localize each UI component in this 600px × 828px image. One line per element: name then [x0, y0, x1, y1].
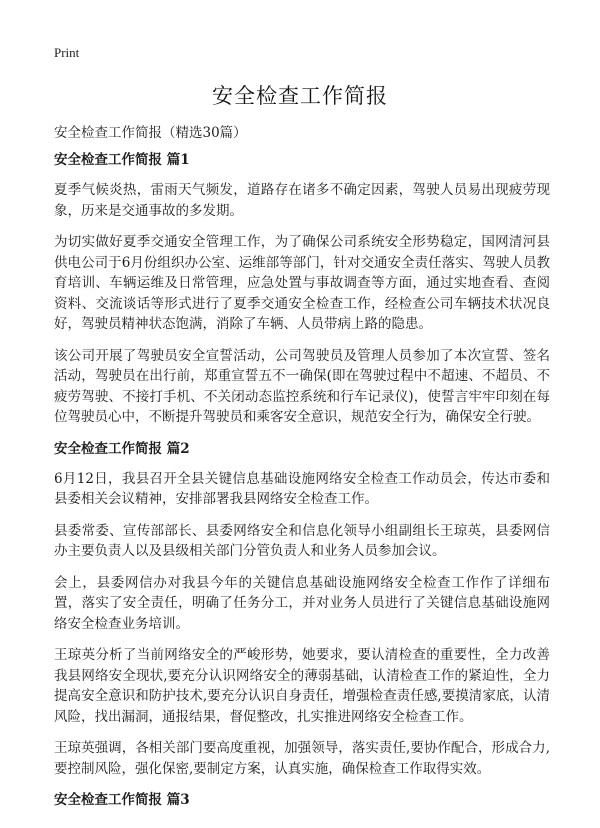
paragraph: 王琼英分析了当前网络安全的严峻形势，她要求，要认清检查的重要性，全力改善我县网络安全现状,要充分认识网络安全的薄弱基础，认清检查工作的紧迫性，全力提高安全意识和防护技术,要充分认识自身责任，增强检查责任感,要摸清家底，认清风险，找出漏洞，通报结果，督促整改，扎实推进网络安全检查工作。 [54, 647, 550, 725]
paragraph: 会上，县委网信办对我县今年的关键信息基础设施网络安全检查工作作了详细布置，落实了安全责任，明确了任务分工，并对业务人员进行了关键信息基础设施网络安全检查业务培训。 [54, 574, 550, 632]
print-link[interactable]: Print [54, 45, 80, 60]
paragraph: 王琼英强调，各相关部门要高度重视，加强领导，落实责任,要协作配合，形成合力,要控制风险，强化保密,要制定方案，认真实施，确保检查工作取得实效。 [54, 740, 550, 777]
paragraph: 为切实做好夏季交通安全管理工作，为了确保公司系统安全形势稳定，国网清河县供电公司于6月份组织办公室、运维部等部门，针对交通安全责任落实、驾驶人员教育培训、车辆运维及日常管理，应急处置与事故调查等方面，通过实地查看、查阅资料、交流谈话等形式进行了夏季交通安全检查工作，经检查公司车辆技术状况良好，驾驶员精神状态饱满，消除了车辆、人员带病上路的隐患。 [54, 234, 550, 332]
document-body [54, 150, 550, 820]
section-heading: 安全检查工作简报 篇3 [54, 792, 190, 808]
paragraph: 该公司开展了驾驶员安全宣誓活动，公司驾驶员及管理人员参加了本次宣誓、签名活动，驾驶员在出行前，郑重宣誓五不一确保(即在驾驶过程中不超速、不超员、不疲劳驾驶、不接打手机、不关闭动态监控系统和行车记录仪)，使誓言牢牢印刻在每位驾驶员心中，不断提升驾驶员和乘客安全意识，规范安全行为，确保安全行驶。 [54, 347, 550, 425]
section-3 [54, 790, 550, 810]
paragraph: 县委常委、宣传部部长、县委网络安全和信息化领导小组副组长王琼英，县委网信办主要负责人以及县级相关部门分管负责人和业务人员参加会议。 [54, 522, 550, 559]
document-subtitle: 安全检查工作简报（精选30篇） [54, 125, 247, 141]
paragraph: 6月12日，我县召开全县关键信息基础设施网络安全检查工作动员会，传达市委和县委相关会议精神，安排部署我县网络安全检查工作。 [54, 470, 550, 507]
page-title: 安全检查工作简报 [212, 84, 388, 108]
section-1 [54, 150, 550, 428]
section-heading: 安全检查工作简报 篇2 [54, 440, 190, 457]
section-heading: 安全检查工作简报 篇1 [54, 152, 190, 168]
paragraph: 夏季气候炎热，雷雨天气频发，道路存在诸多不确定因素，驾驶人员易出现疲劳现象，历来是交通事故的多发期。 [54, 182, 550, 219]
section-2 [54, 439, 550, 780]
